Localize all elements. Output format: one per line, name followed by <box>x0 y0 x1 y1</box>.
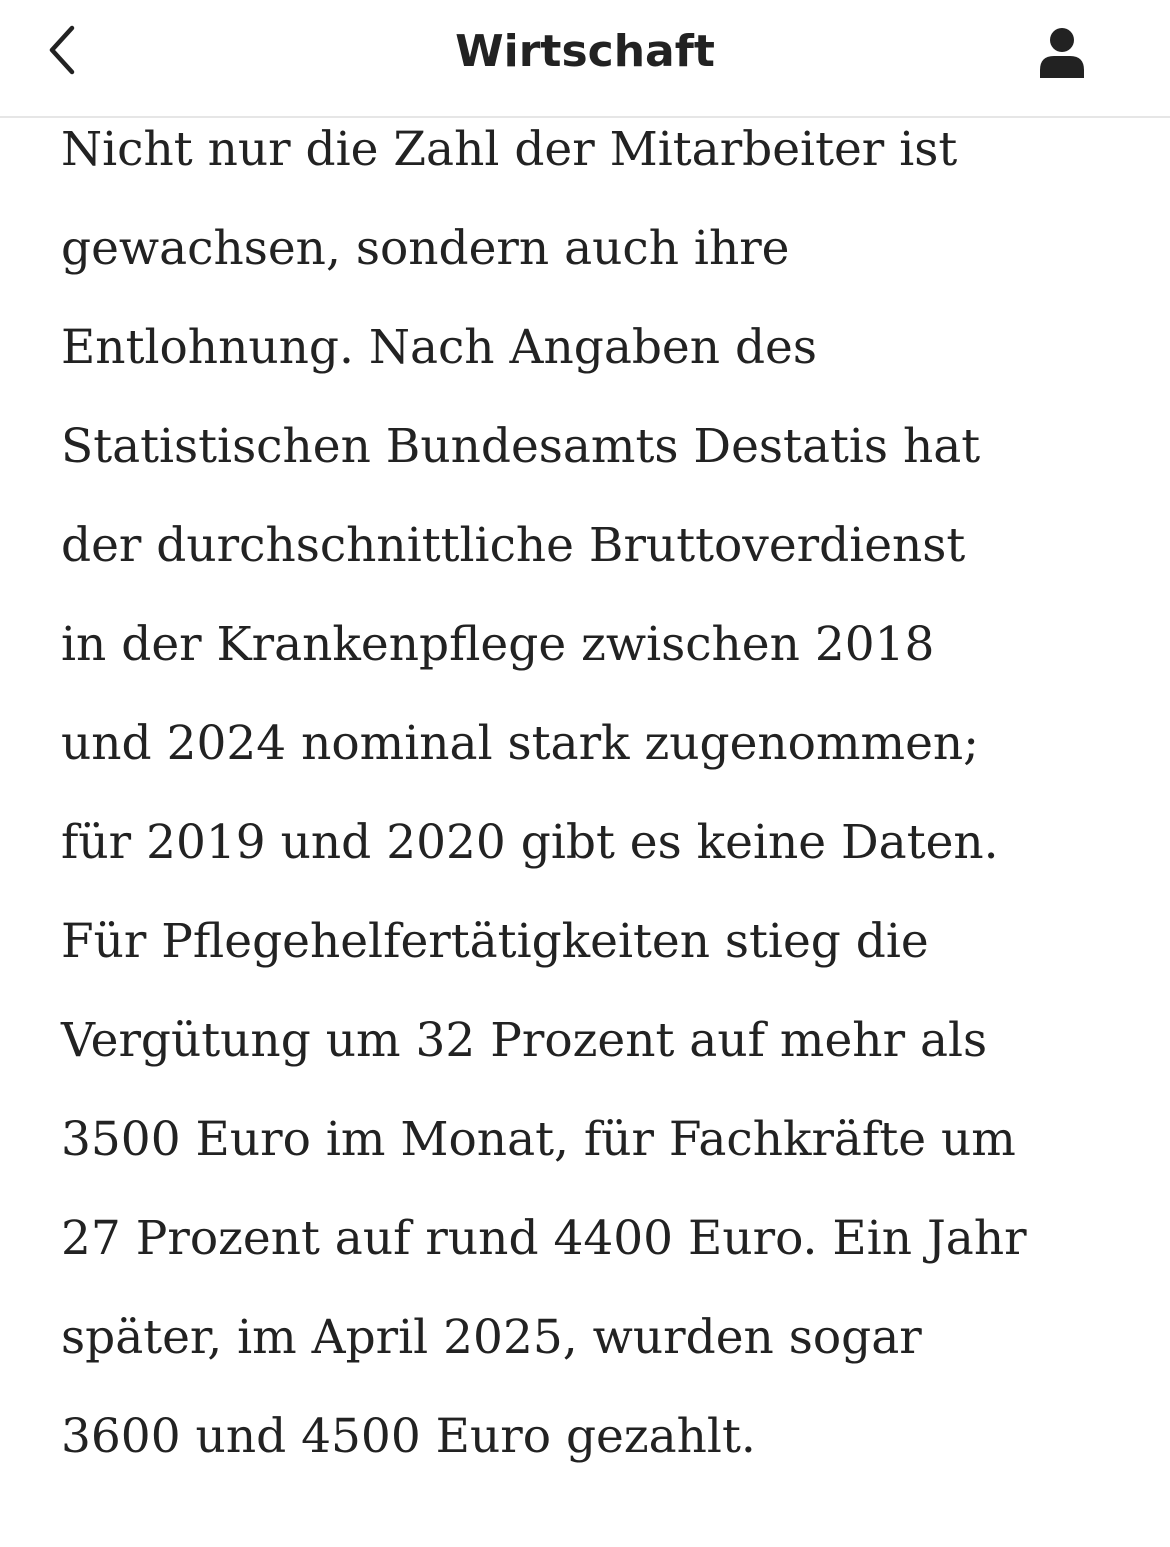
article-line: der durchschnittliche Bruttoverdienst <box>61 518 966 573</box>
article-line: 3500 Euro im Monat, für Fachkräfte um <box>61 1112 1016 1167</box>
article-line: gewachsen, sondern auch ihre <box>61 221 790 276</box>
article-line: Für Pflegehelfertätigkeiten stieg die <box>61 914 929 969</box>
article-body <box>61 100 1121 1486</box>
article-line: und 2024 nominal stark zugenommen; <box>61 716 980 771</box>
article-line: Statistischen Bundesamts Destatis hat <box>61 419 981 474</box>
article-line: Nicht nur die Zahl der Mitarbeiter ist <box>61 122 958 177</box>
user-icon <box>1038 24 1086 80</box>
article-line: Entlohnung. Nach Angaben des <box>61 320 817 375</box>
page-title: Wirtschaft <box>455 26 715 77</box>
article-line: Vergütung um 32 Prozent auf mehr als <box>61 1013 988 1068</box>
article-line: in der Krankenpflege zwischen 2018 <box>61 617 935 672</box>
article-line: 3600 und 4500 Euro gezahlt. <box>61 1409 756 1464</box>
article-line: 27 Prozent auf rund 4400 Euro. Ein Jahr <box>61 1211 1027 1266</box>
article-line: später, im April 2025, wurden sogar <box>61 1310 922 1365</box>
article-paragraph <box>61 100 1121 1486</box>
account-button[interactable] <box>1026 16 1098 88</box>
article-line: für 2019 und 2020 gibt es keine Daten. <box>61 815 999 870</box>
